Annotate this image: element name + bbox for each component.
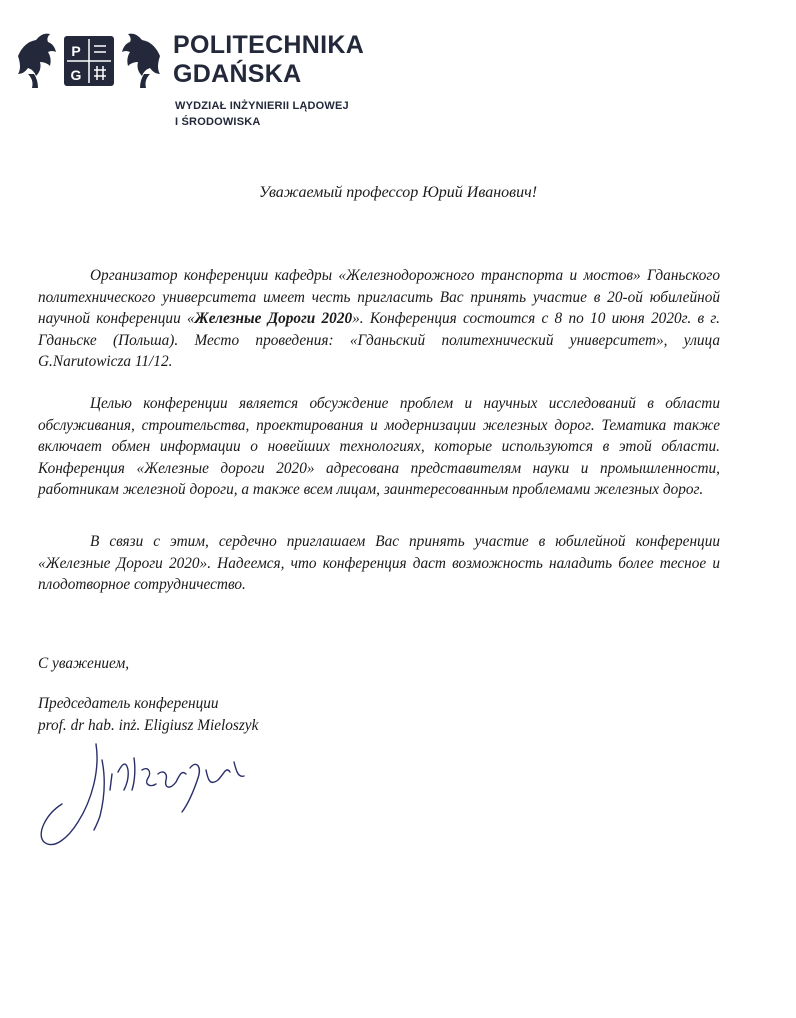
university-name: [173, 31, 364, 89]
paragraph-invitation-start: Организатор конференции кафедры «Железнодорожного транспорта и мостов» Гданьского политехнического университета имеет честь пригласить Вас принять участие в 20-ой юбилейной научной конференции «: [38, 267, 720, 328]
paragraph-purpose: [38, 393, 720, 501]
salutation: Уважаемый профессор Юрий Иванович!: [258, 184, 538, 201]
paragraph-invitation-end: ». Конференция состоится с 8 по 10 июня 2020г. в г. Гданьске (Польша). Место проведения: «Гданьский политехнический университет», улица G.Narutowicza 11/12.: [38, 310, 721, 371]
university-logo: [14, 26, 164, 92]
paragraph-closing-invitation: [38, 531, 720, 596]
faculty-name-line2: I ŚRODOWISKA: [175, 116, 261, 128]
handwritten-signature: [30, 730, 280, 855]
paragraph-purpose-text: Целью конференции является обсуждение проблем и научных исследований в области обслуживания, строительства, проектирования и модернизации железных дорог. Тематика также включает обмен информации о новейших технологиях, которые используются в этой области. Конференция «Железные дороги 2020» адресована представителям науки и промышленности, работникам железной дороги, а также всем лицам, заинтересованным проблемами железных дорог.: [38, 395, 720, 499]
logo-letter-p: P: [71, 43, 81, 59]
closing-regards: С уважением,: [38, 655, 130, 672]
university-name-line1: POLITECHNIKA: [173, 31, 365, 59]
university-name-line2: GDAŃSKA: [173, 60, 302, 88]
faculty-name: [175, 98, 349, 130]
chair-title: Председатель конференции: [38, 695, 219, 712]
paragraph-closing-text: В связи с этим, сердечно приглашаем Вас принять участие в юбилейной конференции «Железные Дороги 2020». Надеемся, что конференция даст возможность наладить более тесное и плодотворное сотрудничество.: [38, 533, 720, 594]
paragraph-invitation: [38, 265, 720, 373]
conference-name: Железные Дороги 2020: [194, 310, 353, 328]
faculty-name-line1: WYDZIAŁ INŻYNIERII LĄDOWEJ: [175, 100, 349, 112]
logo-letter-g: G: [70, 67, 82, 83]
chair-name: prof. dr hab. inż. Eligiusz Mieloszyk: [38, 717, 259, 734]
